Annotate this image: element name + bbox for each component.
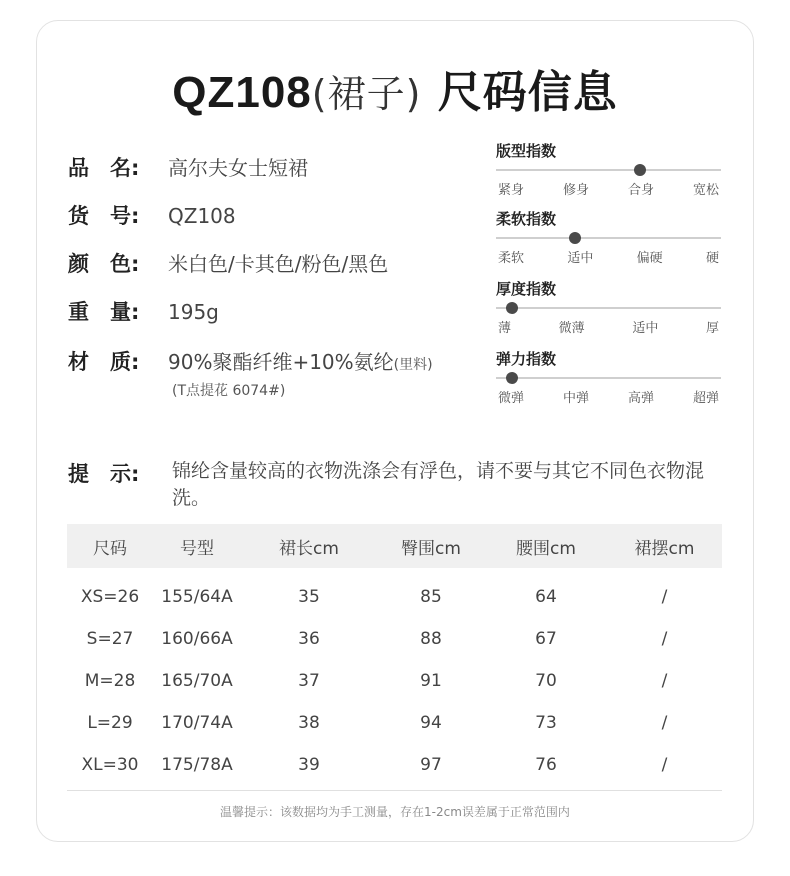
color-label: 颜 色: [68, 252, 140, 276]
material-composition: 90%聚酯纤维+10%氨纶 [168, 350, 394, 374]
table-cell: / [661, 713, 668, 733]
table-cell: 36 [298, 629, 320, 649]
table-header-cell: 尺码 [67, 524, 153, 568]
table-cell: XL=30 [81, 755, 139, 775]
index-scale [496, 179, 721, 198]
index-scale-label: 高弹 [627, 391, 654, 406]
index-scale-label: 修身 [562, 183, 589, 198]
table-cell: 70 [535, 671, 557, 691]
weight-value: 195g [168, 300, 219, 324]
table-cell: S=27 [86, 629, 134, 649]
info-name-row [68, 152, 308, 182]
table-header-row [67, 524, 722, 568]
index-scale-label: 宽松 [692, 183, 719, 198]
table-cell: 64 [535, 587, 557, 607]
index-title: 厚度指数 [496, 280, 557, 298]
table-row [67, 618, 722, 660]
table-row [67, 744, 722, 786]
index-title: 柔软指数 [496, 210, 557, 228]
sku-label: 货 号: [68, 204, 140, 228]
tip-text: 锦纶含量较高的衣物洗涤会有浮色，请不要与其它不同色衣物混洗。 [172, 460, 705, 509]
index-track [496, 307, 721, 309]
table-cell: 91 [420, 671, 442, 691]
table-cell: 160/66A [161, 629, 233, 649]
index-scale-label: 紧身 [498, 183, 525, 198]
index-track [496, 377, 721, 379]
table-cell: 170/74A [161, 713, 233, 733]
index-marker [506, 372, 518, 384]
index-scale-label: 薄 [498, 321, 512, 336]
tip-block [68, 458, 732, 512]
table-cell: 35 [298, 587, 320, 607]
page-title [0, 56, 790, 120]
table-cell: / [661, 671, 668, 691]
info-weight-row [68, 296, 219, 326]
table-cell: XS=26 [80, 587, 140, 607]
title-suffix: 尺码信息 [437, 67, 618, 118]
table-row [67, 660, 722, 702]
table-cell: / [661, 587, 668, 607]
table-cell: 38 [298, 713, 320, 733]
index-scale-label: 合身 [627, 183, 654, 198]
index-scale-label: 柔软 [498, 251, 525, 266]
index-scale [496, 387, 721, 406]
table-row [67, 702, 722, 744]
material-lining: (里料) [393, 357, 433, 373]
table-cell: 67 [535, 629, 557, 649]
table-cell: 76 [535, 755, 557, 775]
index-marker [634, 164, 646, 176]
material-label: 材 质: [68, 350, 140, 374]
index-scale-label: 厚 [705, 321, 719, 336]
table-cell: / [661, 629, 668, 649]
index-scale-label: 微弹 [498, 391, 525, 406]
table-header-cell: 裙摆cm [607, 524, 722, 568]
index-scale-label: 适中 [632, 321, 659, 336]
index-block [496, 348, 721, 406]
index-scale [496, 247, 721, 266]
material-note: (T点提花 6074#) [172, 383, 286, 399]
table-cell: 155/64A [161, 587, 233, 607]
info-material-row [68, 346, 433, 376]
name-label: 品 名: [68, 156, 140, 180]
table-cell: 73 [535, 713, 557, 733]
table-cell: / [661, 755, 668, 775]
table-cell: 85 [420, 587, 442, 607]
table-header-cell: 腰围cm [485, 524, 607, 568]
index-scale-label: 微薄 [558, 321, 585, 336]
index-block [496, 278, 721, 336]
name-value: 高尔夫女士短裙 [168, 156, 308, 180]
index-block [496, 208, 721, 266]
size-table [67, 524, 722, 786]
index-block [496, 140, 721, 198]
index-title: 弹力指数 [496, 350, 557, 368]
table-cell: 37 [298, 671, 320, 691]
table-cell: M=28 [84, 671, 136, 691]
weight-label: 重 量: [68, 300, 140, 324]
index-scale-label: 中弹 [562, 391, 589, 406]
tip-label: 提 示: [68, 462, 140, 486]
table-cell: 165/70A [161, 671, 233, 691]
index-scale-label: 硬 [705, 251, 719, 266]
index-scale-label: 超弹 [692, 391, 719, 406]
product-code: QZ108 [172, 68, 312, 117]
table-header-cell: 号型 [153, 524, 241, 568]
product-category: (裙子) [311, 72, 422, 116]
table-cell: 94 [420, 713, 442, 733]
table-header-cell: 臀围cm [377, 524, 485, 568]
footer-divider [67, 790, 722, 791]
index-scale-label: 适中 [567, 251, 594, 266]
table-header-cell: 裙长cm [241, 524, 377, 568]
index-scale-label: 偏硬 [636, 251, 663, 266]
table-cell: 39 [298, 755, 320, 775]
material-value [168, 346, 433, 375]
index-scale [496, 317, 721, 336]
sku-value: QZ108 [168, 204, 236, 228]
info-color-row [68, 248, 388, 278]
table-cell: 88 [420, 629, 442, 649]
color-value: 米白色/卡其色/粉色/黑色 [168, 252, 389, 276]
table-cell: L=29 [87, 713, 133, 733]
index-title: 版型指数 [496, 142, 557, 160]
index-marker [506, 302, 518, 314]
table-cell: 97 [420, 755, 442, 775]
index-track [496, 169, 721, 171]
info-sku-row [68, 200, 236, 230]
index-track [496, 237, 721, 239]
table-row [67, 568, 722, 618]
footer-note: 温馨提示：该数据均为手工测量，存在1-2cm误差属于正常范围内 [220, 805, 570, 819]
table-cell: 175/78A [161, 755, 233, 775]
index-marker [569, 232, 581, 244]
